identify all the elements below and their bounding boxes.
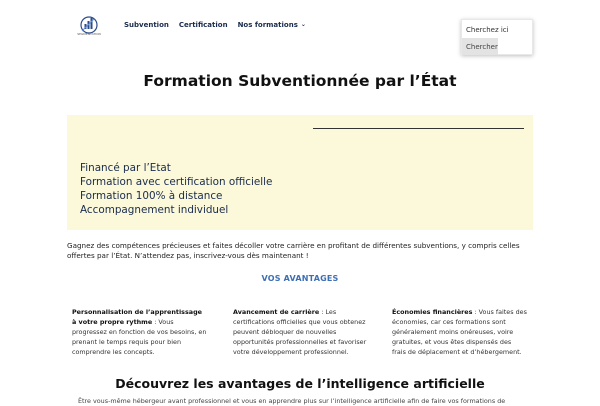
search-button[interactable]: Chercher	[462, 38, 498, 55]
advantages-heading: VOS AVANTAGES	[261, 274, 339, 283]
nav-label: Nos formations	[237, 21, 298, 29]
advantage-title: Personnalisation de l’apprentissage à votre propre rythme	[72, 308, 203, 326]
advantage-title: Avancement de carrière	[233, 308, 320, 316]
main-nav	[124, 21, 306, 29]
logo-text: SEGMENTATION	[77, 32, 101, 36]
advantage-text: : Vous faites des économies, car ces formations sont généralement moins onéreuses, voire gratuites, et vous êtes dispensés des frais de déplacement et d’hébergement.	[392, 308, 527, 356]
nav-label: Subvention	[124, 21, 169, 29]
advantage-text: : Les certifications officielles que vous obtenez peuvent débloquer de nouvelles opportunités professionnelles et favoriser votre développement professionnel.	[233, 308, 367, 356]
hero-list	[80, 161, 272, 217]
nav-item-subvention[interactable]	[124, 21, 169, 29]
advantage-item	[392, 307, 527, 357]
advantage-text: : Vous progressez en fonction de vos besoins, en prenant le temps requis pour bien comprendre les concepts.	[72, 318, 207, 356]
hero-item: Accompagnement individuel	[80, 204, 229, 216]
search-input[interactable]	[462, 20, 532, 38]
nav-label: Certification	[178, 21, 228, 29]
nav-item-nos-formations[interactable]	[238, 21, 306, 29]
hero-item: Formation 100% à distance	[80, 190, 223, 202]
advantage-item	[72, 307, 207, 357]
intro-text: Gagnez des compétences précieuses et faites décoller votre carrière en profitant de différentes subventions, y compris celles offertes par l’État. N’attendez pas, inscrivez-vous dès maintenant !	[67, 241, 520, 260]
advantage-item	[233, 307, 368, 357]
advantage-title: Économies financières	[392, 308, 473, 316]
chevron-down-icon: ⌄	[300, 20, 306, 28]
ai-section-text: Être vous-même hébergeur avant professionnel et vous en apprendre plus sur l’intelligence artificielle afin de faire vos formations de	[78, 397, 506, 405]
nav-item-certification[interactable]	[179, 21, 228, 29]
hero-banner	[67, 115, 533, 230]
hero-item: Financé par l’Etat	[80, 162, 171, 174]
hero-item: Formation avec certification officielle	[80, 176, 273, 188]
search-widget	[461, 19, 533, 55]
page-title: Formation Subventionnée par l’État	[143, 72, 457, 90]
divider	[313, 128, 524, 129]
ai-section-heading: Découvrez les avantages de l’intelligence artificielle	[115, 376, 485, 391]
